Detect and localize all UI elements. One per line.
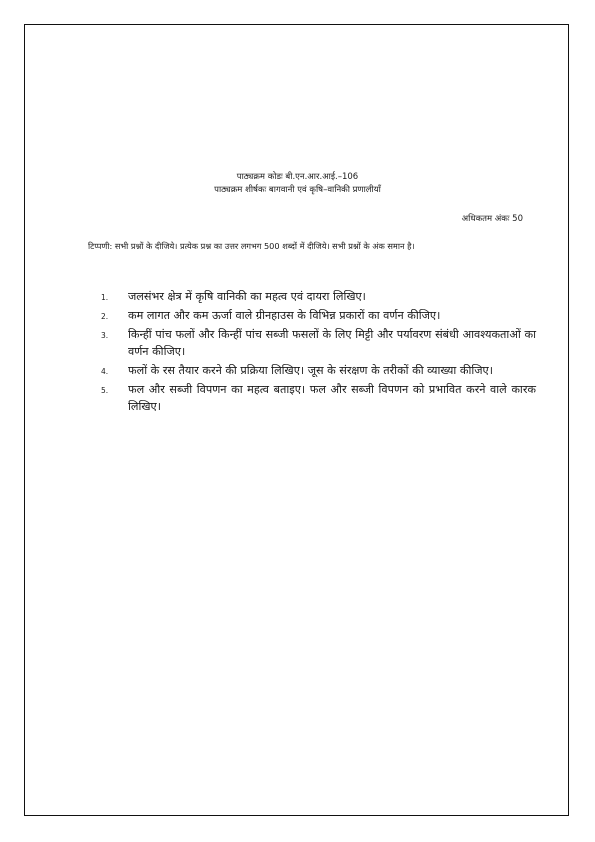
course-title: पाठ्यक्रम शीर्षकः बागवानी एवं कृषि–वानिकी प्रणालीयाँ [214,185,381,195]
question-text: किन्हीं पांच फलों और किन्हीं पांच सब्जी फसलों के लिए मिट्टी और पर्यावरण संबंधी आवश्यकताओं का वर्णन कीजिए। [128,328,536,358]
question-text: कम लागत और कम ऊर्जा वाले ग्रीनहाउस के विभिन्न प्रकारों का वर्णन कीजिए। [128,309,441,322]
question-item-5 [96,381,536,415]
question-number: 2. [101,312,109,321]
question-number: 5. [101,386,109,395]
question-text: फल और सब्जी विपणन का महत्व बताइए। फल और सब्जी विपणन को प्रभावित करने वाले कारक लिखिए। [128,383,536,413]
question-item-2 [96,307,536,324]
question-text: जलसंभर क्षेत्र में कृषि वानिकी का महत्व एवं दायरा लिखिए। [128,290,366,303]
question-text: फलों के रस तैयार करने की प्रक्रिया लिखिए। जूस के संरक्षण के तरीकों की व्याख्या कीजिए। [128,364,493,377]
course-code: पाठ्यक्रम कोडः बी.एन.आर.आई.–106 [236,172,359,182]
question-number: 3. [101,331,109,340]
question-item-1 [96,288,536,305]
question-item-3 [96,326,536,360]
question-list [96,288,536,417]
question-number: 4. [101,367,109,376]
question-number: 1. [101,293,109,302]
question-item-4 [96,362,536,379]
page-border [24,24,569,816]
instructions-note: टिप्पणी: सभी प्रश्नों के दीजिये। प्रत्येक प्रश्न का उत्तर लगभग 500 शब्दों में दीजिये। सभी प्रश्नों के अंक समान है। [88,241,415,251]
max-marks: अधिकतम अंकः 50 [461,214,523,224]
